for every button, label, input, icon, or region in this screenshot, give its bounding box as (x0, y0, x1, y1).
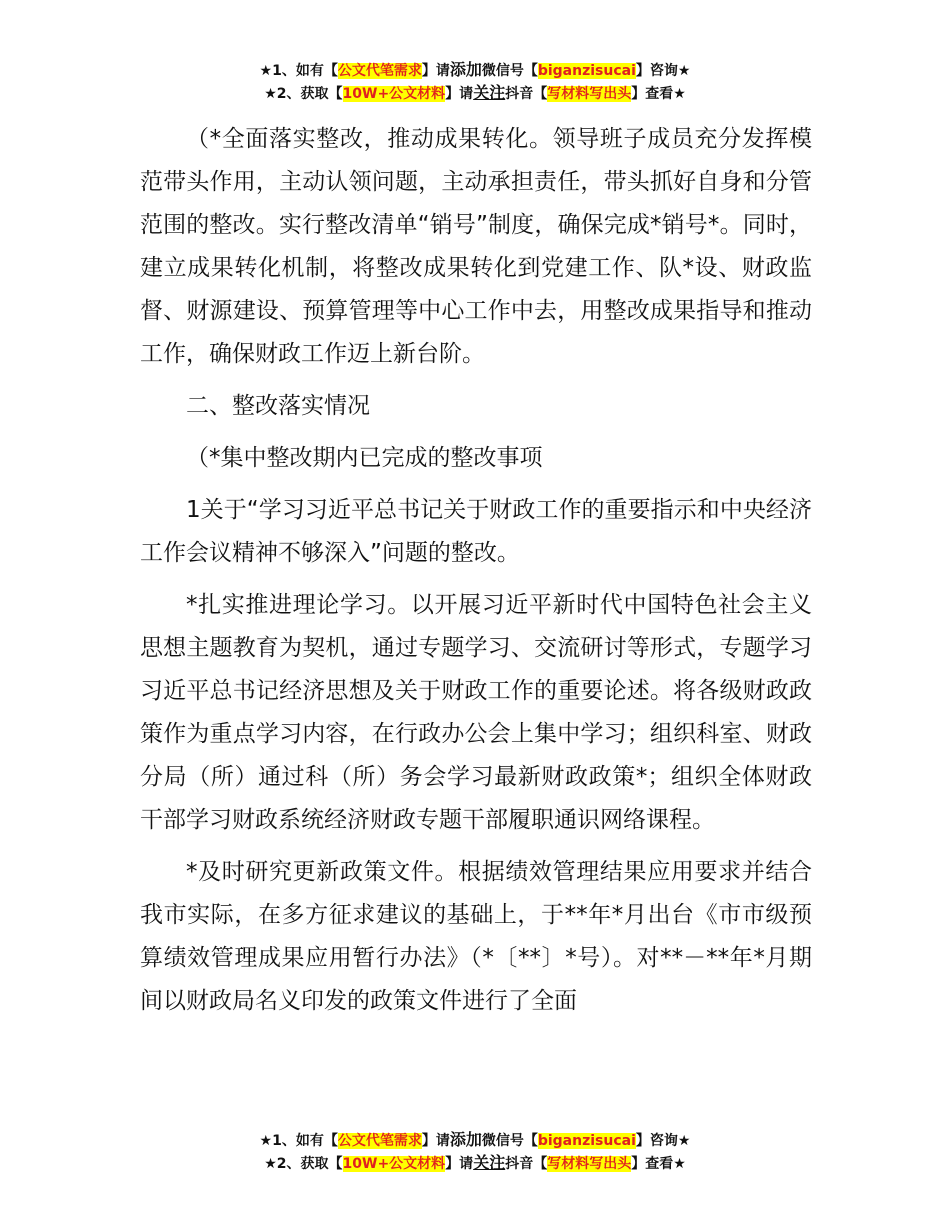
banner-text: 】查看★ (631, 86, 686, 102)
banner-text: 】请 (445, 1156, 474, 1172)
banner-line-2 (0, 82, 950, 105)
banner-line-2 (0, 1152, 950, 1175)
highlight-service: 公文代笔需求 (337, 1133, 422, 1149)
highlight-account: 写材料写出头 (547, 86, 632, 102)
highlight-wechat-id: biganzisucai (537, 1133, 636, 1149)
paragraph: *扎实推进理论学习。以开展习近平新时代中国特色社会主义思想主题教育为契机，通过专题学习、交流研讨等形式，专题学习习近平总书记经济思想及关于财政工作的重要论述。将各级财政政策作为重点学习内容，在行政办公会上集中学习；组织科室、财政分局（所）通过科（所）务会学习最新财政政策*；组织全体财政干部学习财政系统经济财政专题干部履职通识网络课程。 (140, 592, 812, 833)
section-heading: 二、整改落实情况 (186, 393, 370, 419)
banner-text: 】请 (421, 63, 450, 79)
banner-emphasis: 关注 (473, 1153, 506, 1172)
banner-text: ★1、如有【 (259, 63, 338, 79)
paragraph: *及时研究更新政策文件。根据绩效管理结果应用要求并结合我市实际，在多方征求建议的基础上，于**年*月出台《市市级预算绩效管理成果应用暂行办法》（*〔**〕*号）。对**－**年*月期间以财政局名义印发的政策文件进行了全面 (140, 859, 812, 1014)
banner-emphasis: 关注 (473, 83, 506, 102)
highlight-service: 公文代笔需求 (337, 63, 422, 79)
banner-text: 】查看★ (631, 1156, 686, 1172)
banner-text: 】请 (421, 1133, 450, 1149)
footer-banner (0, 1129, 950, 1175)
banner-text: 微信号【 (481, 63, 538, 79)
banner-emphasis: 添加 (449, 1130, 482, 1149)
banner-text: ★2、获取【 (264, 1156, 343, 1172)
subsection-heading: （*集中整改期内已完成的整改事项 (186, 445, 543, 471)
banner-text: 】咨询★ (635, 1133, 691, 1149)
banner-line-1 (0, 59, 950, 82)
highlight-wechat-id: biganzisucai (537, 63, 636, 79)
banner-text: ★1、如有【 (259, 1133, 338, 1149)
banner-text: 】咨询★ (635, 63, 691, 79)
document-body (140, 118, 812, 1032)
banner-text: 微信号【 (481, 1133, 538, 1149)
highlight-materials: 10W+公文材料 (342, 86, 446, 102)
banner-text: 】请 (445, 86, 474, 102)
paragraph: （*全面落实整改，推动成果转化。领导班子成员充分发挥模范带头作用，主动认领问题，主动承担责任，带头抓好自身和分管范围的整改。实行整改清单“销号”制度，确保完成*销号*。同时，建立成果转化机制，将整改成果转化到党建工作、队*设、财政监督、财源建设、预算管理等中心工作中去，用整改成果指导和推动工作，确保财政工作迈上新台阶。 (140, 126, 812, 367)
highlight-materials: 10W+公文材料 (342, 1156, 446, 1172)
banner-text: ★2、获取【 (264, 86, 343, 102)
highlight-account: 写材料写出头 (547, 1156, 632, 1172)
banner-text: 抖音【 (505, 1156, 548, 1172)
banner-emphasis: 添加 (449, 60, 482, 79)
header-banner (0, 59, 950, 105)
banner-text: 抖音【 (505, 86, 548, 102)
paragraph: 1关于“学习习近平总书记关于财政工作的重要指示和中央经济工作会议精神不够深入”问题的整改。 (140, 497, 812, 566)
banner-line-1 (0, 1129, 950, 1152)
